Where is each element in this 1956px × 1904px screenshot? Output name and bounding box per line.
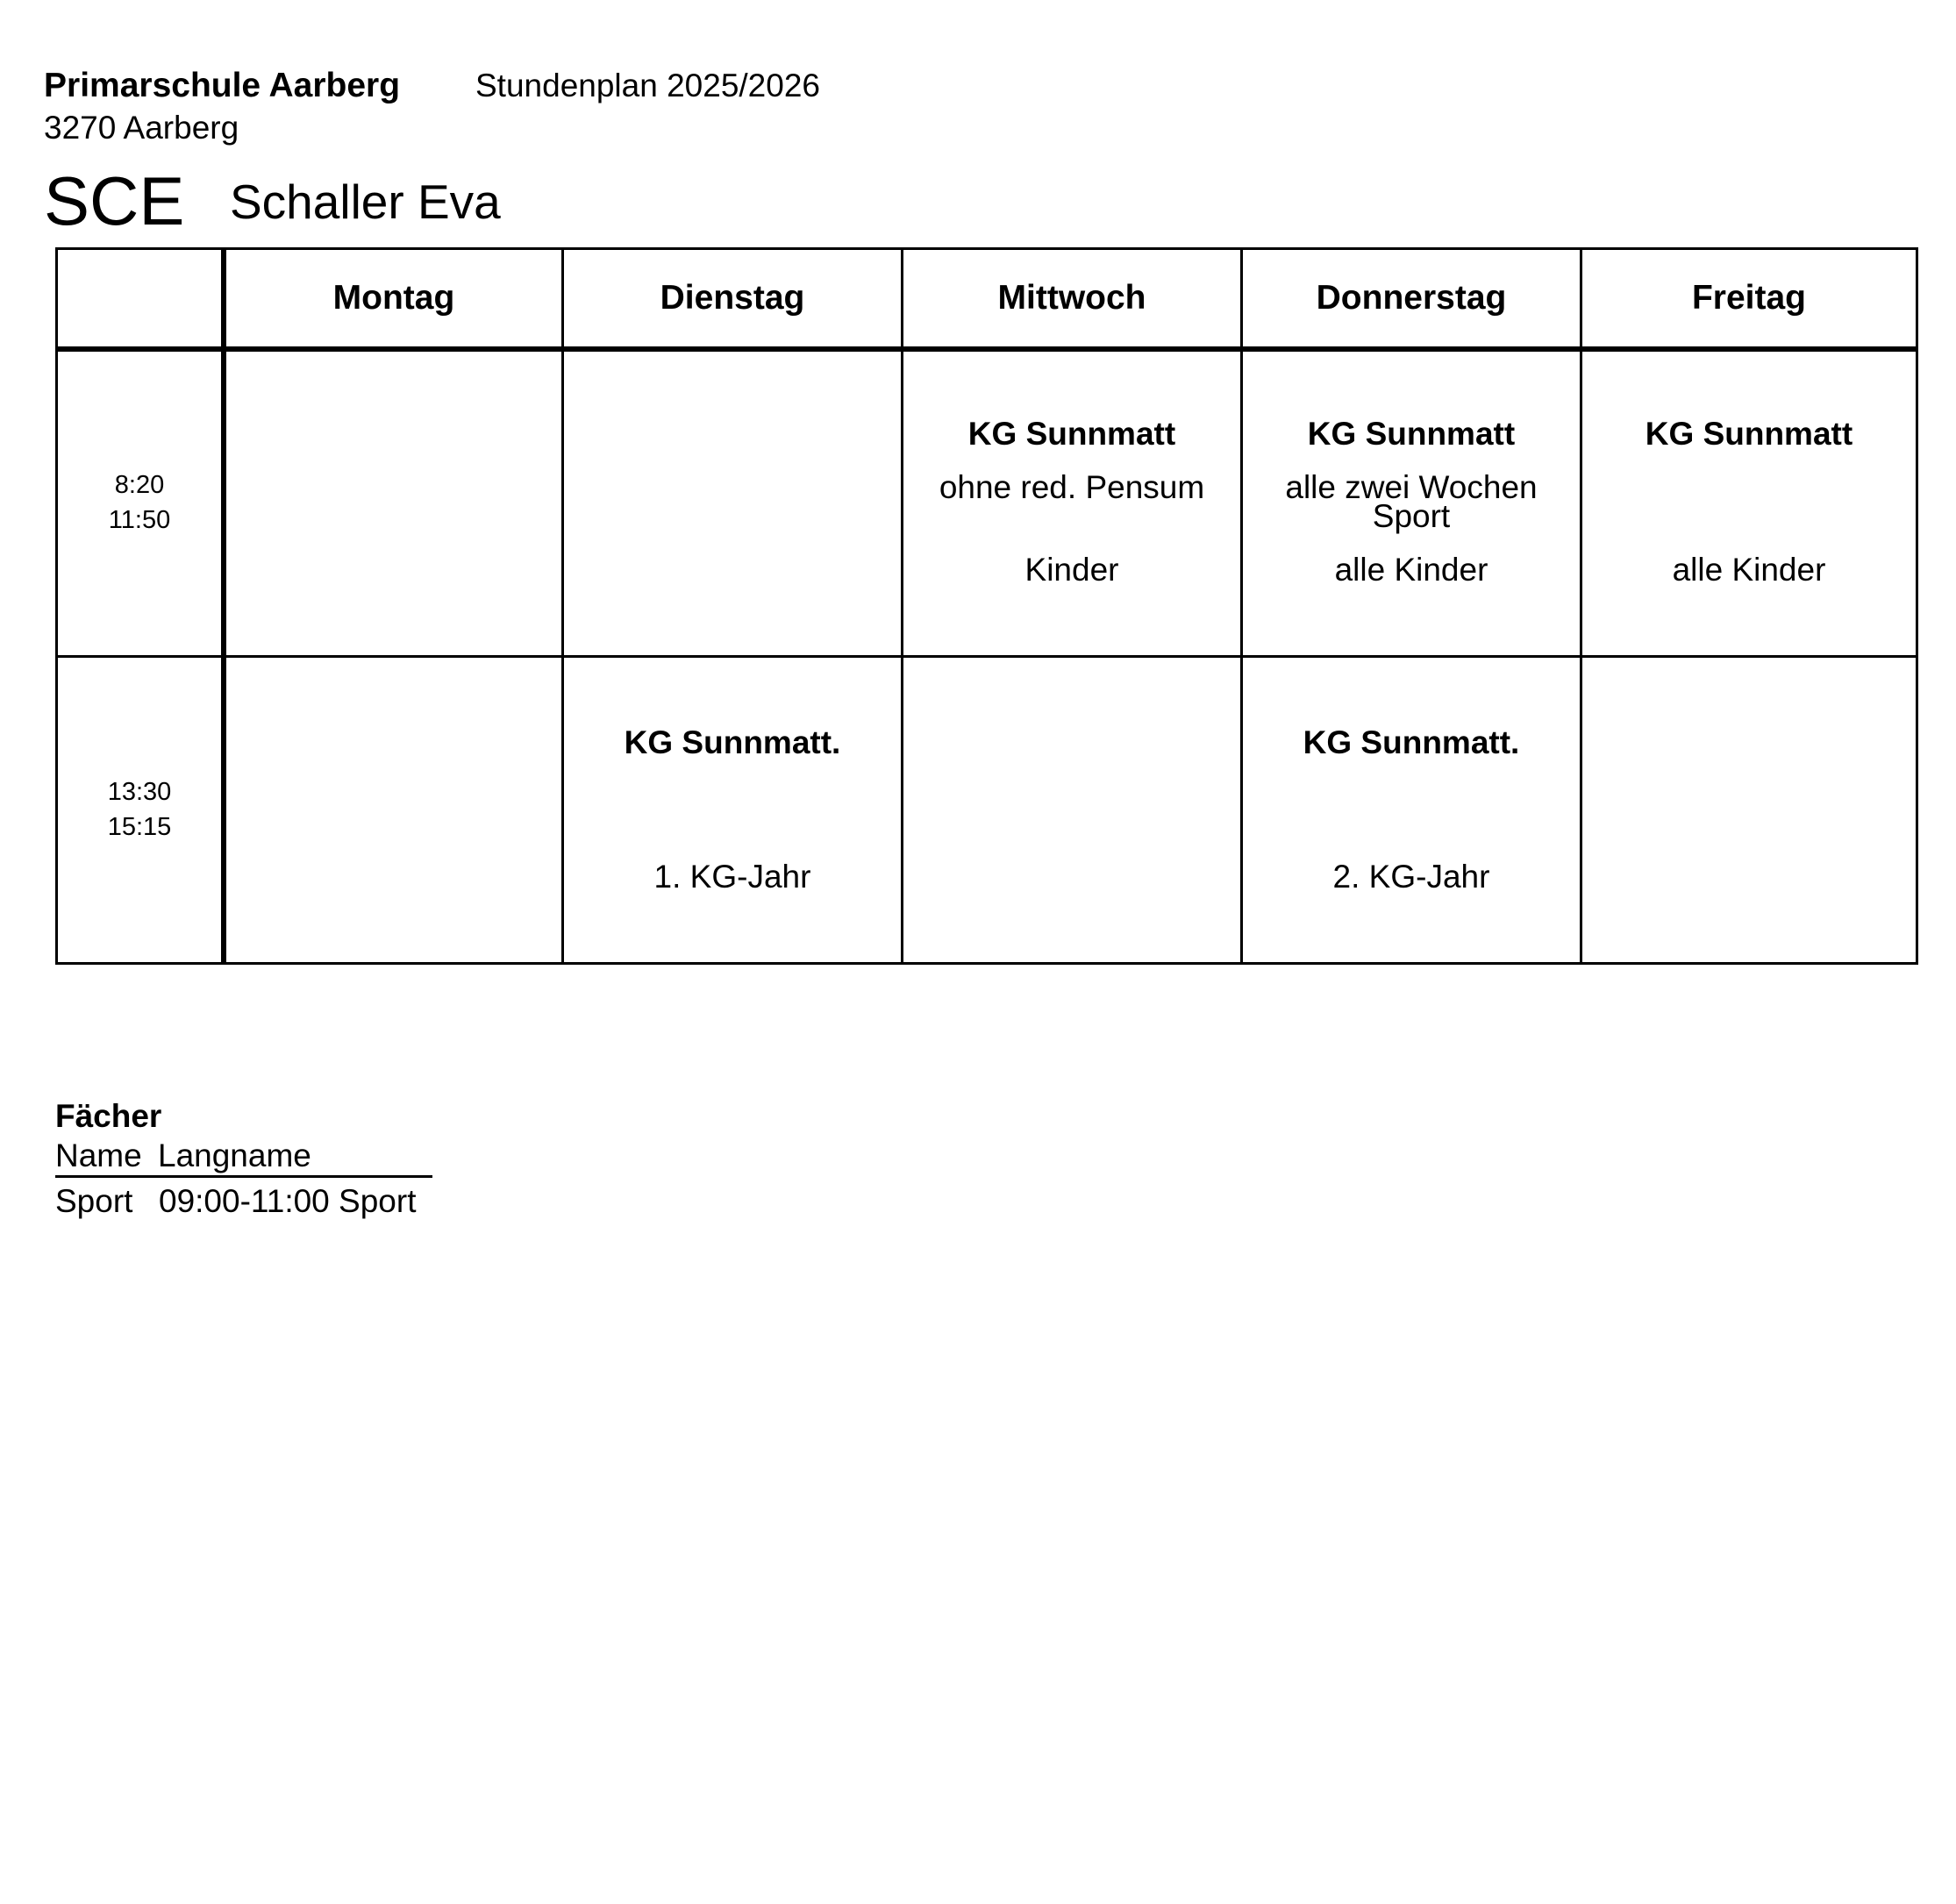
legend-header [55,1137,432,1178]
column-divider [561,250,564,962]
cell-title: KG Sunnmatt [1307,416,1516,452]
slot-1-end-time: 11:50 [108,506,171,534]
cell-group: alle Kinder [1672,552,1826,588]
cell-group: 1. KG-Jahr [653,859,811,895]
day-header-freitag: Freitag [1691,279,1807,317]
column-divider [1580,250,1582,962]
slot-2-end-time: 15:15 [107,813,172,841]
cell-title: KG Sunnmatt. [1303,724,1520,760]
slot-2-start-time: 13:30 [107,778,172,806]
cell-title: KG Sunnmatt [967,416,1176,452]
cell-note: ohne red. Pensum [939,469,1205,505]
school-name: Primarschule Aarberg [44,67,401,104]
time-column-divider [221,250,226,962]
legend-row-longname: 09:00-11:00 Sport [159,1183,417,1219]
timetable [55,247,1918,965]
cell-group: Kinder [1024,552,1119,588]
slot-1-start-time: 8:20 [114,471,165,499]
day-header-montag: Montag [332,279,455,317]
legend-row-name: Sport [55,1183,133,1219]
column-divider [1240,250,1243,962]
cell-title: KG Sunnmatt [1645,416,1853,452]
teacher-code: SCE [44,162,185,239]
cell-title: KG Sunnmatt. [624,724,841,760]
legend-col-longname: Langname [158,1137,311,1173]
cell-subject: Sport [1372,498,1451,534]
school-city: 3270 Aarberg [44,110,239,146]
cell-group: alle Kinder [1334,552,1488,588]
legend-title: Fächer [55,1098,162,1134]
row-divider [58,655,1916,658]
plan-title: Stundenplan 2025/2026 [475,68,820,103]
day-header-mittwoch: Mittwoch [997,279,1146,317]
legend-row [55,1182,432,1221]
cell-note: alle zwei Wochen [1285,469,1538,505]
legend-col-name: Name [55,1137,142,1173]
column-divider [901,250,903,962]
cell-group: 2. KG-Jahr [1332,859,1490,895]
day-header-donnerstag: Donnerstag [1316,279,1507,317]
header-divider [58,346,1916,352]
day-header-dienstag: Dienstag [660,279,805,317]
teacher-name: Schaller Eva [230,175,501,229]
